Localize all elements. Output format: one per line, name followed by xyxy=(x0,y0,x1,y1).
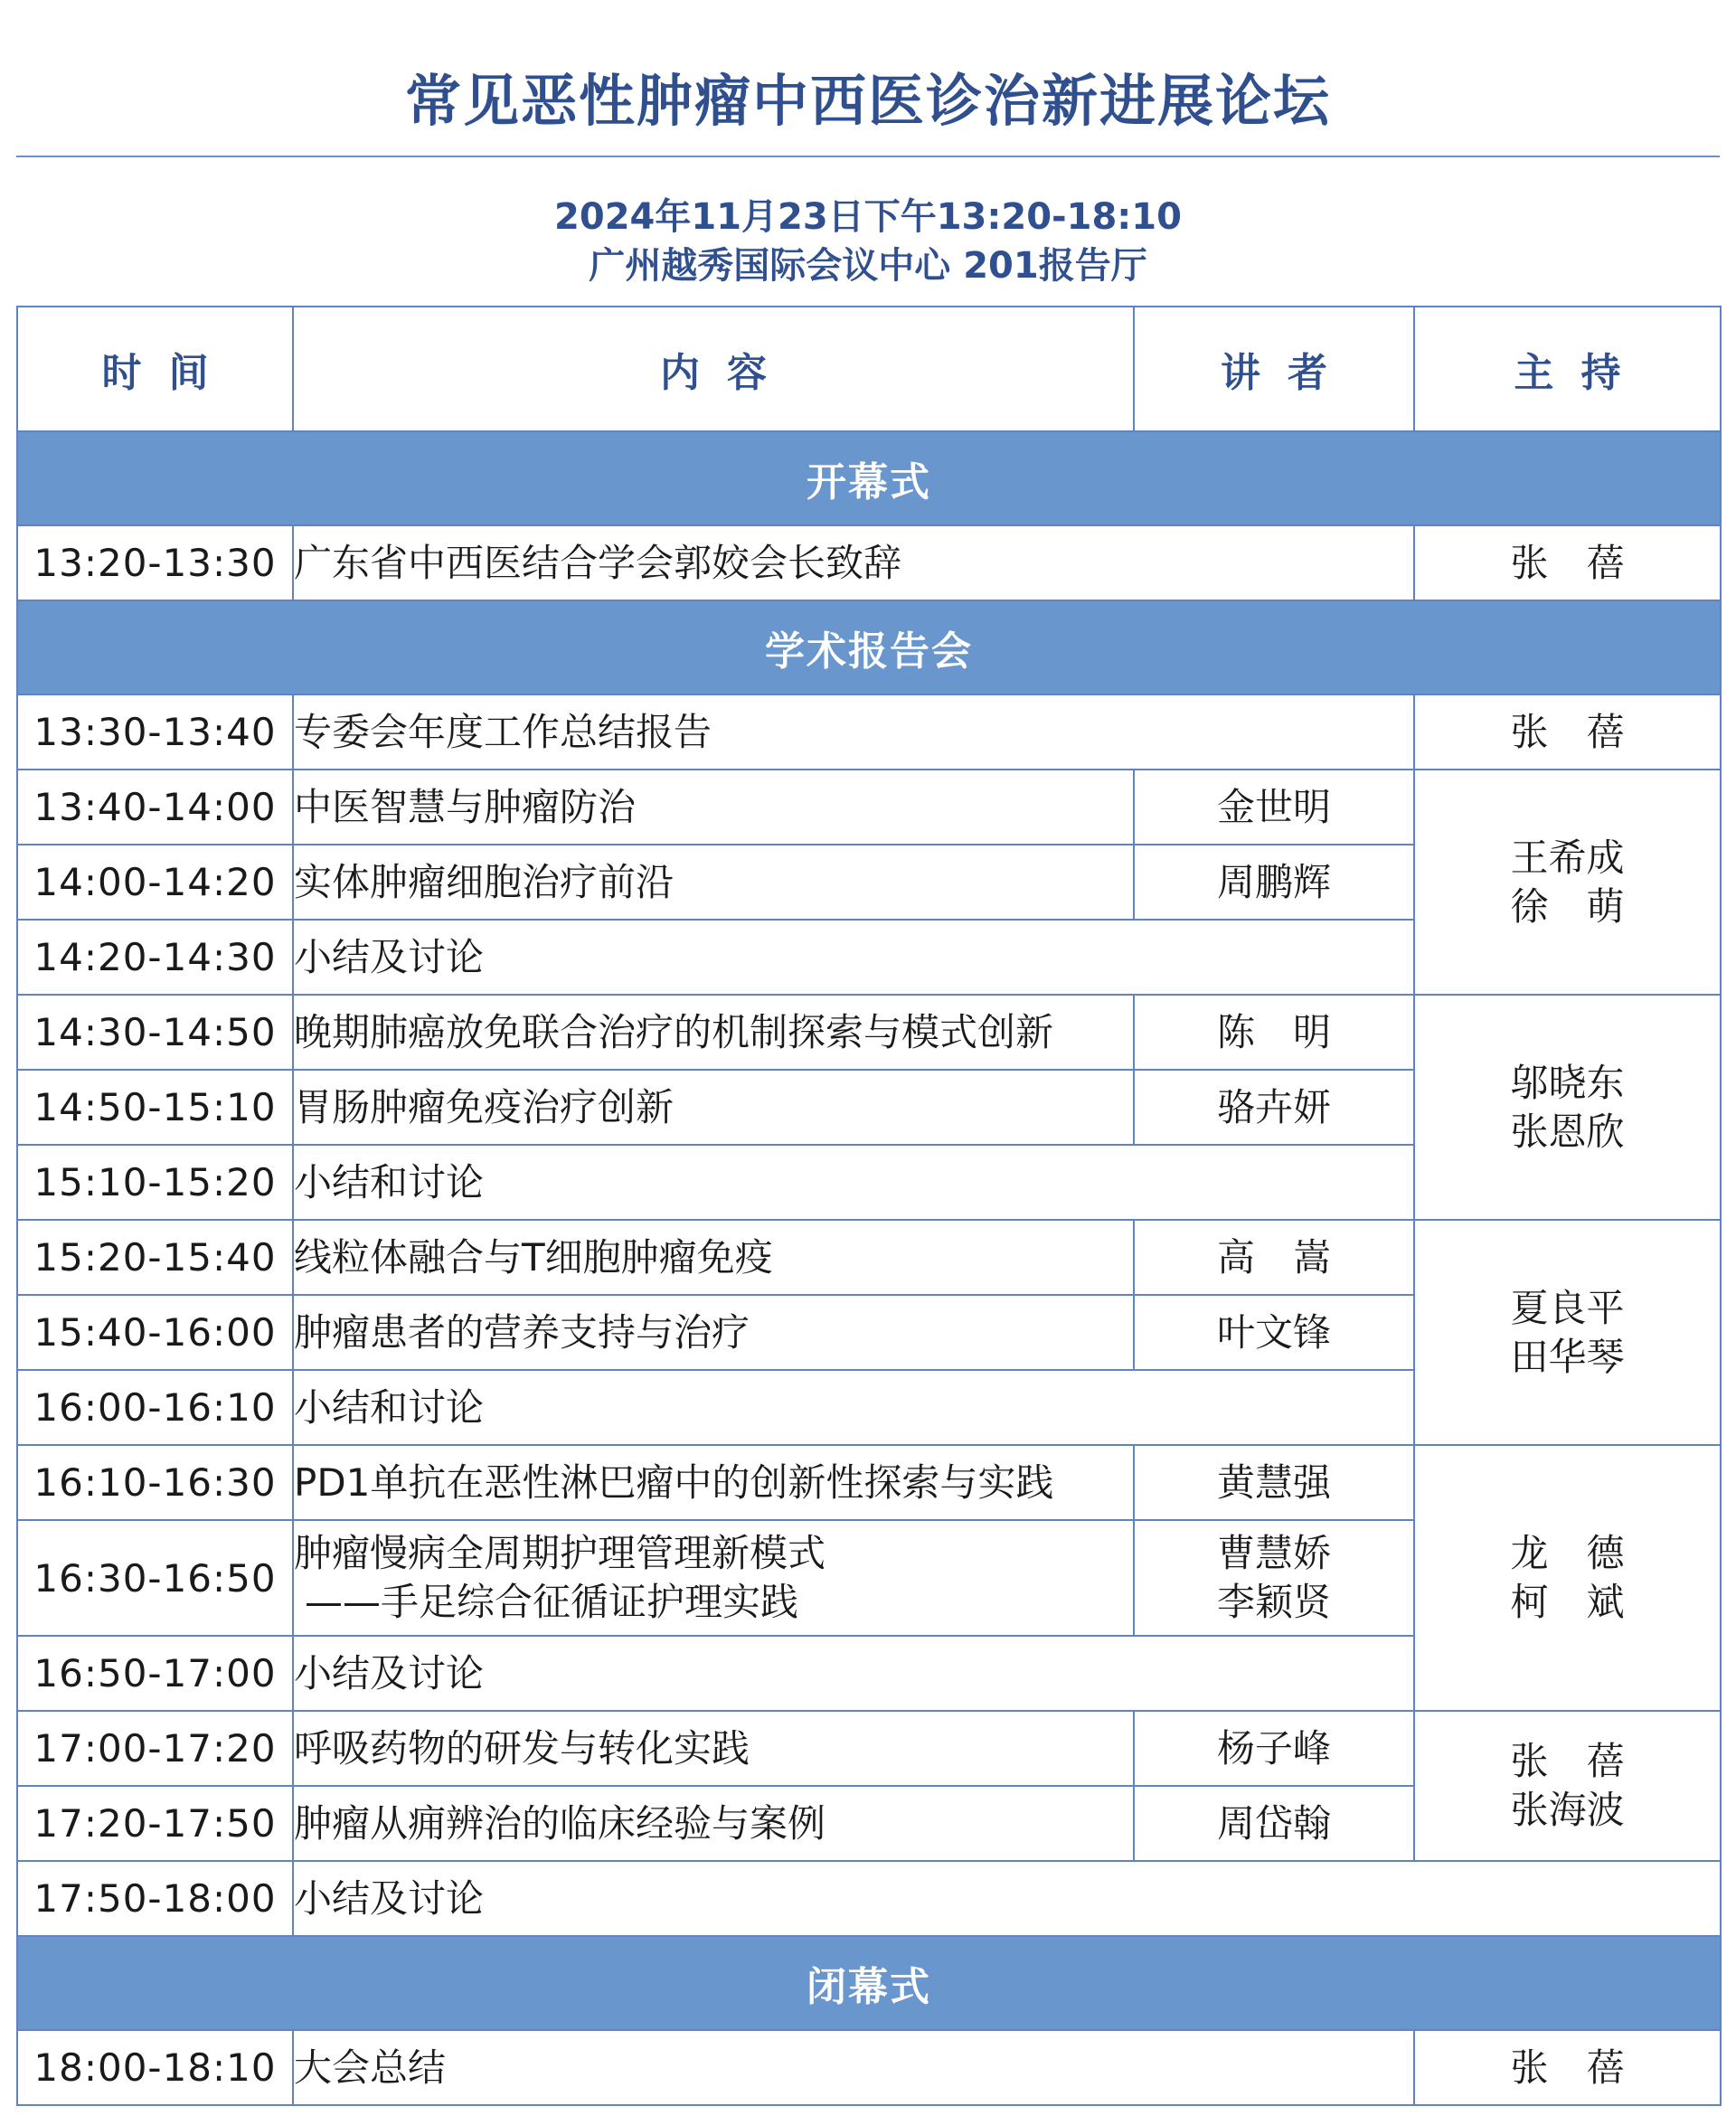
row-time: 13:30-13:40 xyxy=(17,694,293,770)
content-line: 肿瘤慢病全周期护理管理新模式 xyxy=(294,1531,826,1575)
row-content: 肿瘤患者的营养支持与治疗 xyxy=(293,1295,1134,1370)
table-row xyxy=(17,1711,1721,1786)
row-speaker: 骆卉妍 xyxy=(1134,1070,1414,1145)
table-row xyxy=(17,1445,1721,1520)
table-row xyxy=(17,525,1721,600)
row-content: 实体肿瘤细胞治疗前沿 xyxy=(293,845,1134,920)
row-host: 张 蓓 xyxy=(1414,694,1721,770)
host-group-2 xyxy=(1414,995,1721,1220)
row-time: 17:00-17:20 xyxy=(17,1711,293,1786)
table-row xyxy=(17,770,1721,845)
row-time: 14:30-14:50 xyxy=(17,995,293,1070)
host-name: 王希成 xyxy=(1510,835,1625,880)
row-time: 14:20-14:30 xyxy=(17,920,293,995)
content-line: ——手足综合征循证护理实践 xyxy=(305,1580,799,1624)
row-speaker: 金世明 xyxy=(1134,770,1414,845)
row-content: 胃肠肿瘤免疫治疗创新 xyxy=(293,1070,1134,1145)
row-time: 15:40-16:00 xyxy=(17,1295,293,1370)
row-time: 15:10-15:20 xyxy=(17,1145,293,1220)
row-speaker: 黄慧强 xyxy=(1134,1445,1414,1520)
host-group-1 xyxy=(1414,770,1721,995)
row-time: 16:00-16:10 xyxy=(17,1370,293,1445)
row-speaker: 叶文锋 xyxy=(1134,1295,1414,1370)
table-row xyxy=(17,694,1721,770)
row-speaker: 杨子峰 xyxy=(1134,1711,1414,1786)
page-title: 常见恶性肿瘤中西医诊治新进展论坛 xyxy=(404,68,1331,134)
section-closing: 闭幕式 xyxy=(17,1936,1721,2030)
table-row xyxy=(17,2030,1721,2105)
row-content: 小结及讨论 xyxy=(293,920,1414,995)
row-content: 小结及讨论 xyxy=(293,1636,1414,1711)
speaker-name: 曹慧娇 xyxy=(1216,1531,1331,1575)
row-speaker xyxy=(1134,1520,1414,1636)
host-name: 龙 德 xyxy=(1510,1531,1625,1575)
venue-line: 广州越秀国际会议中心 201报告厅 xyxy=(589,245,1147,287)
row-speaker: 陈 明 xyxy=(1134,995,1414,1070)
table-header-row xyxy=(17,307,1721,431)
row-content: 线粒体融合与T细胞肿瘤免疫 xyxy=(293,1220,1134,1295)
host-group-4 xyxy=(1414,1445,1721,1711)
row-content: 呼吸药物的研发与转化实践 xyxy=(293,1711,1134,1786)
header-speaker: 讲者 xyxy=(1134,307,1414,431)
row-content: 肿瘤从痈辨治的临床经验与案例 xyxy=(293,1786,1134,1861)
speaker-name: 李颖贤 xyxy=(1216,1580,1331,1624)
row-content: 晚期肺癌放免联合治疗的机制探索与模式创新 xyxy=(293,995,1134,1070)
section-opening: 开幕式 xyxy=(17,431,1721,525)
row-time: 16:30-16:50 xyxy=(17,1520,293,1636)
section-row-closing xyxy=(17,1936,1721,2030)
row-time: 15:20-15:40 xyxy=(17,1220,293,1295)
host-name: 邬晓东 xyxy=(1510,1060,1625,1105)
table-row xyxy=(17,995,1721,1070)
row-speaker: 高 嵩 xyxy=(1134,1220,1414,1295)
row-speaker: 周岱翰 xyxy=(1134,1786,1414,1861)
date-line: 2024年11月23日下午13:20-18:10 xyxy=(554,196,1182,238)
header-time: 时间 xyxy=(17,307,293,431)
host-name: 张 蓓 xyxy=(1510,1739,1625,1783)
header-content: 内容 xyxy=(293,307,1134,431)
row-time: 13:40-14:00 xyxy=(17,770,293,845)
row-content: 专委会年度工作总结报告 xyxy=(293,694,1414,770)
host-group-5 xyxy=(1414,1711,1721,1861)
row-time: 16:50-17:00 xyxy=(17,1636,293,1711)
host-name: 张海波 xyxy=(1510,1788,1625,1832)
host-group-3 xyxy=(1414,1220,1721,1445)
row-content: 广东省中西医结合学会郭姣会长致辞 xyxy=(293,525,1414,600)
row-time: 17:50-18:00 xyxy=(17,1861,293,1936)
row-content: 小结和讨论 xyxy=(293,1370,1414,1445)
host-name: 张恩欣 xyxy=(1510,1109,1625,1154)
row-time: 18:00-18:10 xyxy=(17,2030,293,2105)
row-content: PD1单抗在恶性淋巴瘤中的创新性探索与实践 xyxy=(293,1445,1134,1520)
row-content: 小结及讨论 xyxy=(293,1861,1721,1936)
row-speaker: 周鹏辉 xyxy=(1134,845,1414,920)
host-name: 夏良平 xyxy=(1510,1285,1625,1330)
title-divider xyxy=(16,156,1720,157)
table-row xyxy=(17,1861,1721,1936)
table-row xyxy=(17,1220,1721,1295)
section-academic: 学术报告会 xyxy=(17,600,1721,694)
host-name: 徐 萌 xyxy=(1510,883,1625,929)
row-content: 小结和讨论 xyxy=(293,1145,1414,1220)
row-time: 16:10-16:30 xyxy=(17,1445,293,1520)
row-time: 14:00-14:20 xyxy=(17,845,293,920)
row-time: 13:20-13:30 xyxy=(17,525,293,600)
row-content: 中医智慧与肿瘤防治 xyxy=(293,770,1134,845)
row-time: 17:20-17:50 xyxy=(17,1786,293,1861)
schedule-table xyxy=(16,306,1722,2106)
row-content xyxy=(293,1520,1134,1636)
host-name: 柯 斌 xyxy=(1510,1580,1625,1624)
row-time: 14:50-15:10 xyxy=(17,1070,293,1145)
section-row-opening xyxy=(17,431,1721,525)
row-host: 张 蓓 xyxy=(1414,2030,1721,2105)
row-host: 张 蓓 xyxy=(1414,525,1721,600)
header-host: 主持 xyxy=(1414,307,1721,431)
host-name: 田华琴 xyxy=(1510,1334,1625,1379)
section-row-academic xyxy=(17,600,1721,694)
row-content: 大会总结 xyxy=(293,2030,1414,2105)
